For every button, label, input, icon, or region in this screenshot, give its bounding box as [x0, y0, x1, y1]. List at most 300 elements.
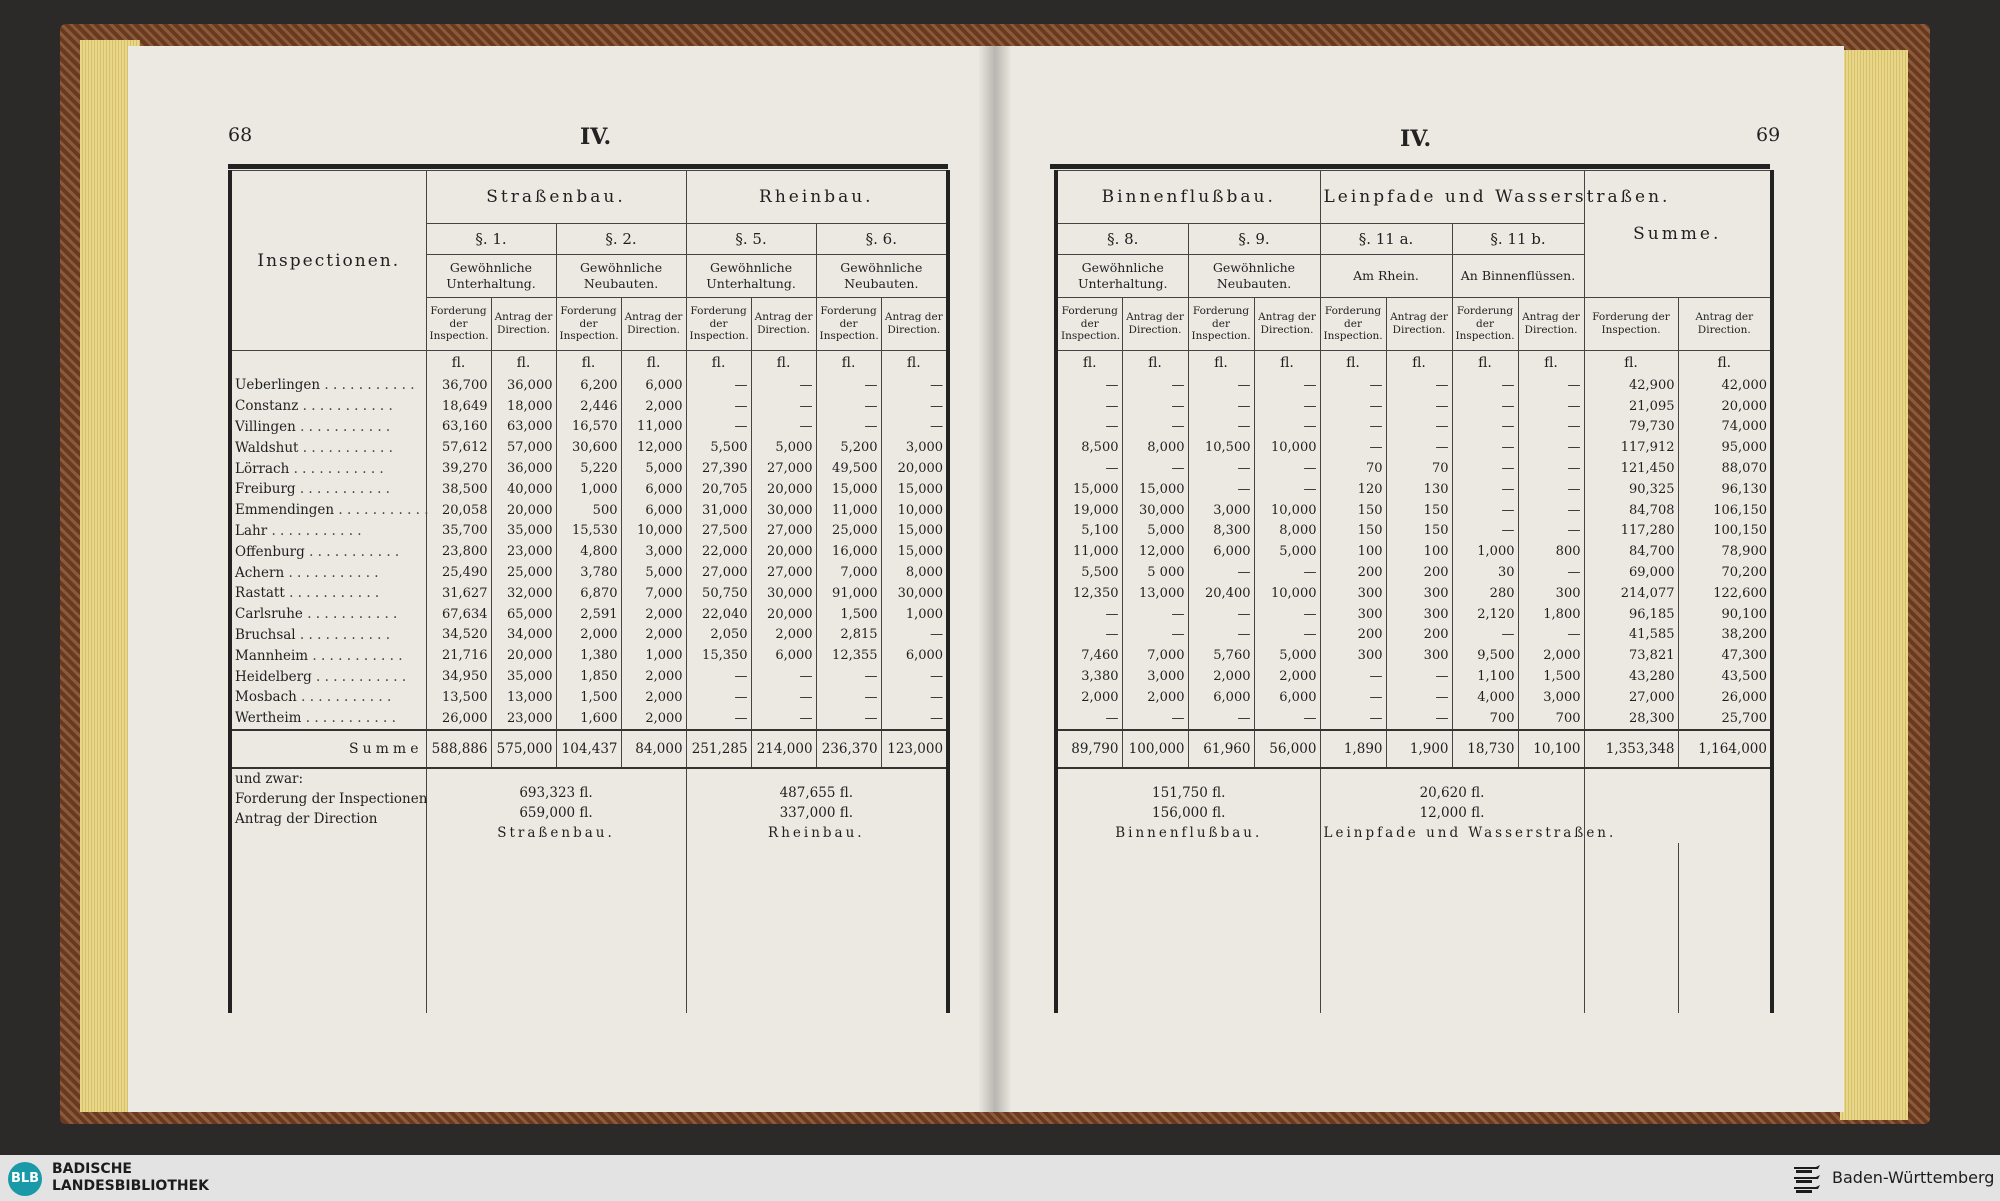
group-total-name: Binnenflußbau.: [1115, 824, 1263, 841]
value-cell: —: [881, 396, 948, 417]
value-cell: —: [1518, 625, 1584, 646]
table-row: [230, 625, 948, 646]
value-cell: 30,000: [1122, 500, 1188, 521]
unit-cell: fl.: [816, 351, 881, 376]
unit-cell: fl.: [491, 351, 556, 376]
value-cell: 5,220: [556, 458, 621, 479]
value-cell: 300: [1386, 604, 1452, 625]
value-cell: —: [1518, 458, 1584, 479]
value-cell: 20,000: [881, 458, 948, 479]
value-cell: 3,000: [1122, 666, 1188, 687]
value-cell: —: [1056, 417, 1122, 438]
value-cell: 15,000: [881, 521, 948, 542]
inspection-name: Offenburg . . . . . . . . . . .: [230, 541, 426, 562]
paragraph-header: §. 11 a.: [1320, 224, 1452, 255]
spacer-cell: [1584, 843, 1678, 1013]
value-cell: 117,280: [1584, 521, 1678, 542]
sub-header-antrag: Antrag der Direction.: [881, 298, 948, 351]
table-row: [230, 604, 948, 625]
leader-dots: . . . . . . . . . . .: [301, 710, 396, 727]
value-cell: 10,000: [621, 521, 686, 542]
value-cell: —: [1056, 375, 1122, 396]
value-cell: 5,200: [816, 437, 881, 458]
table-row: [230, 562, 948, 583]
value-cell: 300: [1386, 583, 1452, 604]
value-cell: —: [751, 417, 816, 438]
leader-dots: . . . . . . . . . . .: [298, 439, 393, 456]
value-cell: 10,000: [881, 500, 948, 521]
value-cell: 6,000: [1188, 687, 1254, 708]
value-cell: 2,120: [1452, 604, 1518, 625]
value-cell: 6,870: [556, 583, 621, 604]
value-cell: 15,000: [1122, 479, 1188, 500]
value-cell: 25,000: [816, 521, 881, 542]
value-cell: 7,000: [621, 583, 686, 604]
leader-dots: . . . . . . . . . . .: [289, 460, 384, 477]
value-cell: 42,000: [1678, 375, 1772, 396]
description-header: Gewöhnliche Unterhaltung.: [426, 255, 556, 298]
unit-cell: fl.: [1584, 351, 1678, 376]
value-cell: 15,000: [881, 541, 948, 562]
group-total-antrag: 659,000 fl.: [519, 804, 593, 821]
value-cell: 106,150: [1678, 500, 1772, 521]
table-row: [230, 437, 948, 458]
leader-dots: . . . . . . . . . . .: [308, 647, 403, 664]
value-cell: —: [751, 708, 816, 730]
value-cell: 2,000: [1518, 645, 1584, 666]
value-cell: 67,634: [426, 604, 491, 625]
value-cell: 38,200: [1678, 625, 1772, 646]
value-cell: 34,950: [426, 666, 491, 687]
value-cell: 70,200: [1678, 562, 1772, 583]
value-cell: —: [751, 687, 816, 708]
leader-dots: . . . . . . . . . . .: [295, 481, 390, 498]
value-cell: 150: [1386, 500, 1452, 521]
value-cell: —: [1452, 625, 1518, 646]
inspection-name: Constanz . . . . . . . . . . .: [230, 396, 426, 417]
sub-header-forderung: Forderung der Inspection.: [1056, 298, 1122, 351]
table-row: [1056, 396, 1772, 417]
group-total-forderung: 151,750 fl.: [1152, 784, 1226, 801]
value-cell: 41,585: [1584, 625, 1678, 646]
group-total-name: Leinpfade und Wasserstraßen.: [1323, 824, 1617, 841]
inspection-name: Rastatt . . . . . . . . . . .: [230, 583, 426, 604]
value-cell: 35,700: [426, 521, 491, 542]
value-cell: 300: [1320, 583, 1386, 604]
bw-label[interactable]: Baden-Württemberg: [1832, 1168, 1995, 1187]
table-row: [1056, 437, 1772, 458]
value-cell: —: [1254, 562, 1320, 583]
blb-line-1: BADISCHE: [52, 1161, 132, 1177]
value-cell: —: [881, 708, 948, 730]
unit-cell: fl.: [1188, 351, 1254, 376]
value-cell: 100,150: [1678, 521, 1772, 542]
value-cell: 300: [1518, 583, 1584, 604]
value-cell: 70: [1320, 458, 1386, 479]
table-row: [1056, 479, 1772, 500]
table-row: [1056, 541, 1772, 562]
table-row: [1056, 604, 1772, 625]
sub-header-forderung: Forderung der Inspection.: [1452, 298, 1518, 351]
value-cell: 16,000: [816, 541, 881, 562]
spacer-cell: [1320, 843, 1584, 1013]
unit-cell: fl.: [1254, 351, 1320, 376]
value-cell: 2,000: [1254, 666, 1320, 687]
totals-label: Antrag der Direction: [235, 810, 378, 827]
value-cell: 1,100: [1452, 666, 1518, 687]
value-cell: 150: [1386, 521, 1452, 542]
blb-line-2: LANDESBIBLIOTHEK: [52, 1178, 210, 1194]
value-cell: 1,600: [556, 708, 621, 730]
value-cell: 7,000: [816, 562, 881, 583]
value-cell: 117,912: [1584, 437, 1678, 458]
sub-header-antrag: Antrag der Direction.: [621, 298, 686, 351]
inspection-name: Villingen . . . . . . . . . . .: [230, 417, 426, 438]
sum-cell: 236,370: [816, 730, 881, 768]
value-cell: 20,000: [751, 604, 816, 625]
value-cell: 13,000: [1122, 583, 1188, 604]
value-cell: —: [686, 708, 751, 730]
footer-totals-row: [230, 768, 948, 843]
totals-label: und zwar:: [235, 770, 304, 787]
value-cell: 32,000: [491, 583, 556, 604]
group-total-antrag: 337,000 fl.: [779, 804, 854, 821]
value-cell: 13,000: [491, 687, 556, 708]
value-cell: —: [1188, 417, 1254, 438]
value-cell: 6,200: [556, 375, 621, 396]
leader-dots: . . . . . . . . . . .: [334, 502, 429, 519]
table-row: [230, 396, 948, 417]
value-cell: 57,000: [491, 437, 556, 458]
value-cell: —: [686, 375, 751, 396]
value-cell: 36,700: [426, 375, 491, 396]
value-cell: —: [1386, 666, 1452, 687]
value-cell: —: [1452, 396, 1518, 417]
value-cell: —: [1056, 458, 1122, 479]
inspection-name: Carlsruhe . . . . . . . . . . .: [230, 604, 426, 625]
description-header: Gewöhnliche Neubauten.: [816, 255, 948, 298]
value-cell: 70: [1386, 458, 1452, 479]
value-cell: 1,000: [881, 604, 948, 625]
value-cell: —: [1122, 375, 1188, 396]
table-row: [1056, 625, 1772, 646]
right-ledger-table: [1054, 170, 1774, 1013]
value-cell: —: [1188, 708, 1254, 730]
value-cell: 8,000: [1122, 437, 1188, 458]
value-cell: 74,000: [1678, 417, 1772, 438]
value-cell: 20,000: [1678, 396, 1772, 417]
inspection-name: Heidelberg . . . . . . . . . . .: [230, 666, 426, 687]
value-cell: 11,000: [1056, 541, 1122, 562]
group-total-forderung: 487,655 fl.: [779, 784, 854, 801]
value-cell: 11,000: [816, 500, 881, 521]
value-cell: 200: [1386, 625, 1452, 646]
left-table-rule: [228, 164, 948, 169]
value-cell: 2,000: [621, 625, 686, 646]
value-cell: 21,095: [1584, 396, 1678, 417]
value-cell: 2,000: [751, 625, 816, 646]
value-cell: 122,600: [1678, 583, 1772, 604]
value-cell: 90,325: [1584, 479, 1678, 500]
table-row: [230, 458, 948, 479]
sum-cell: 588,886: [426, 730, 491, 768]
value-cell: —: [1320, 375, 1386, 396]
value-cell: —: [686, 666, 751, 687]
sub-header-forderung: Forderung der Inspection.: [686, 298, 751, 351]
table-row: [1056, 458, 1772, 479]
value-cell: 121,450: [1584, 458, 1678, 479]
sub-header-antrag: Antrag der Direction.: [1254, 298, 1320, 351]
table-row: [230, 521, 948, 542]
unit-cell: fl.: [751, 351, 816, 376]
leader-dots: . . . . . . . . . . .: [284, 564, 379, 581]
value-cell: 96,185: [1584, 604, 1678, 625]
value-cell: 1,000: [621, 645, 686, 666]
group-total-forderung: 693,323 fl.: [519, 784, 593, 801]
value-cell: —: [1188, 625, 1254, 646]
value-cell: 15,530: [556, 521, 621, 542]
table-row: [230, 541, 948, 562]
table-row: [230, 479, 948, 500]
value-cell: —: [1254, 604, 1320, 625]
value-cell: 26,000: [426, 708, 491, 730]
value-cell: 47,300: [1678, 645, 1772, 666]
unit-cell: fl.: [426, 351, 491, 376]
value-cell: 36,000: [491, 375, 556, 396]
value-cell: 27,000: [751, 562, 816, 583]
value-cell: —: [1188, 604, 1254, 625]
table-row: [1056, 500, 1772, 521]
page-number-right: 69: [1756, 124, 1781, 146]
value-cell: 84,708: [1584, 500, 1678, 521]
value-cell: 95,000: [1678, 437, 1772, 458]
table-row: [1056, 417, 1772, 438]
value-cell: 23,800: [426, 541, 491, 562]
inspection-name: Ueberlingen . . . . . . . . . . .: [230, 375, 426, 396]
value-cell: 27,000: [686, 562, 751, 583]
value-cell: 65,000: [491, 604, 556, 625]
footer-spacer-row: [1056, 843, 1772, 1013]
paragraph-header: §. 5.: [686, 224, 816, 255]
value-cell: 2,000: [621, 687, 686, 708]
sum-cell: 56,000: [1254, 730, 1320, 768]
sub-header-antrag: Antrag der Direction.: [1386, 298, 1452, 351]
leader-dots: . . . . . . . . . . .: [296, 689, 392, 706]
sum-cell: 1,890: [1320, 730, 1386, 768]
group-totals: [1056, 768, 1320, 843]
value-cell: 3,000: [621, 541, 686, 562]
value-cell: 2,000: [621, 396, 686, 417]
value-cell: 30,000: [881, 583, 948, 604]
value-cell: 5,000: [1254, 645, 1320, 666]
left-ledger-table: [228, 170, 950, 1013]
unit-cell: fl.: [1122, 351, 1188, 376]
spacer-cell: [1056, 843, 1320, 1013]
value-cell: 5,000: [621, 458, 686, 479]
leader-dots: . . . . . . . . . . .: [304, 543, 400, 560]
value-cell: —: [686, 396, 751, 417]
value-cell: 20,705: [686, 479, 751, 500]
value-cell: 12,000: [621, 437, 686, 458]
value-cell: 1,800: [1518, 604, 1584, 625]
sum-cell: 100,000: [1122, 730, 1188, 768]
value-cell: 300: [1320, 645, 1386, 666]
sum-row: [230, 730, 948, 768]
value-cell: —: [1188, 458, 1254, 479]
value-cell: —: [751, 375, 816, 396]
value-cell: —: [1254, 479, 1320, 500]
paragraph-header: §. 6.: [816, 224, 948, 255]
value-cell: 1,850: [556, 666, 621, 687]
value-cell: 200: [1320, 562, 1386, 583]
value-cell: 8,500: [1056, 437, 1122, 458]
spacer-cell: [426, 843, 686, 1013]
value-cell: 22,040: [686, 604, 751, 625]
three-lions-icon[interactable]: [1792, 1163, 1822, 1195]
value-cell: 20,400: [1188, 583, 1254, 604]
leader-dots: . . . . . . . . . . .: [311, 668, 407, 685]
right-table-rule: [1050, 164, 1770, 169]
value-cell: 100: [1320, 541, 1386, 562]
value-cell: 4,000: [1452, 687, 1518, 708]
value-cell: 31,000: [686, 500, 751, 521]
page-title-right: IV.: [1400, 126, 1432, 152]
value-cell: 280: [1452, 583, 1518, 604]
sum-cell: 104,437: [556, 730, 621, 768]
value-cell: —: [1518, 437, 1584, 458]
value-cell: 2,000: [556, 625, 621, 646]
value-cell: 500: [556, 500, 621, 521]
table-row: [1056, 583, 1772, 604]
blb-logo-text[interactable]: [52, 1161, 209, 1195]
value-cell: 49,500: [816, 458, 881, 479]
value-cell: 800: [1518, 541, 1584, 562]
unit-cell: fl.: [1320, 351, 1386, 376]
value-cell: 27,500: [686, 521, 751, 542]
page-edge-right: [1840, 50, 1908, 1120]
value-cell: —: [881, 417, 948, 438]
value-cell: 100: [1386, 541, 1452, 562]
group-totals: [426, 768, 686, 843]
value-cell: 130: [1386, 479, 1452, 500]
value-cell: 8,000: [881, 562, 948, 583]
sum-cell: 251,285: [686, 730, 751, 768]
value-cell: 27,000: [1584, 687, 1678, 708]
value-cell: —: [1386, 417, 1452, 438]
value-cell: 30: [1452, 562, 1518, 583]
value-cell: —: [1122, 417, 1188, 438]
value-cell: 2,000: [1056, 687, 1122, 708]
value-cell: 5,100: [1056, 521, 1122, 542]
value-cell: —: [1056, 708, 1122, 730]
group-total-antrag: 12,000 fl.: [1419, 804, 1485, 821]
value-cell: 11,000: [621, 417, 686, 438]
value-cell: 20,000: [491, 645, 556, 666]
value-cell: 10,000: [1254, 500, 1320, 521]
value-cell: 36,000: [491, 458, 556, 479]
value-cell: 57,612: [426, 437, 491, 458]
group-total-antrag: 156,000 fl.: [1152, 804, 1226, 821]
value-cell: —: [1254, 417, 1320, 438]
value-cell: 700: [1452, 708, 1518, 730]
value-cell: —: [1386, 437, 1452, 458]
value-cell: 15,000: [1056, 479, 1122, 500]
sum-cell: 10,100: [1518, 730, 1584, 768]
paragraph-header: §. 8.: [1056, 224, 1188, 255]
sum-cell: 61,960: [1188, 730, 1254, 768]
sub-header-forderung: Forderung der Inspection.: [556, 298, 621, 351]
unit-cell: fl.: [881, 351, 948, 376]
value-cell: —: [1254, 458, 1320, 479]
table-row: [230, 666, 948, 687]
value-cell: 35,000: [491, 521, 556, 542]
value-cell: 39,270: [426, 458, 491, 479]
value-cell: 22,000: [686, 541, 751, 562]
page-title-left: IV.: [580, 124, 612, 150]
value-cell: 1,380: [556, 645, 621, 666]
value-cell: 200: [1386, 562, 1452, 583]
value-cell: 6,000: [1188, 541, 1254, 562]
group-totals: [1320, 768, 1617, 843]
value-cell: 25,490: [426, 562, 491, 583]
table-row: [1056, 687, 1772, 708]
value-cell: —: [1254, 396, 1320, 417]
sum-cell: 89,790: [1056, 730, 1122, 768]
value-cell: 5,000: [1254, 541, 1320, 562]
table-row: [1056, 562, 1772, 583]
value-cell: 25,700: [1678, 708, 1772, 730]
value-cell: —: [1320, 417, 1386, 438]
unit-cell: fl.: [1386, 351, 1452, 376]
sum-cell: 214,000: [751, 730, 816, 768]
value-cell: —: [1452, 521, 1518, 542]
value-cell: 2,815: [816, 625, 881, 646]
value-cell: 15,000: [816, 479, 881, 500]
value-cell: 23,000: [491, 541, 556, 562]
blb-logo-icon[interactable]: BLB: [8, 1162, 42, 1196]
value-cell: 10,000: [1254, 583, 1320, 604]
value-cell: 1,000: [556, 479, 621, 500]
value-cell: 35,000: [491, 666, 556, 687]
paragraph-header: §. 2.: [556, 224, 686, 255]
value-cell: 18,649: [426, 396, 491, 417]
value-cell: 63,000: [491, 417, 556, 438]
value-cell: 63,160: [426, 417, 491, 438]
value-cell: —: [1254, 625, 1320, 646]
value-cell: 13,500: [426, 687, 491, 708]
paragraph-header: §. 9.: [1188, 224, 1320, 255]
sub-header-antrag: Antrag der Direction.: [491, 298, 556, 351]
value-cell: —: [1056, 604, 1122, 625]
value-cell: 69,000: [1584, 562, 1678, 583]
value-cell: 12,350: [1056, 583, 1122, 604]
value-cell: 12,355: [816, 645, 881, 666]
value-cell: 5,500: [1056, 562, 1122, 583]
table-row: [1056, 666, 1772, 687]
unit-cell: fl.: [556, 351, 621, 376]
value-cell: —: [1056, 625, 1122, 646]
value-cell: —: [1386, 708, 1452, 730]
value-cell: 5,500: [686, 437, 751, 458]
leader-dots: . . . . . . . . . . .: [295, 418, 391, 435]
leader-dots: . . . . . . . . . . .: [320, 377, 415, 394]
inspection-name: Wertheim . . . . . . . . . . .: [230, 708, 426, 730]
value-cell: —: [751, 396, 816, 417]
leader-dots: . . . . . . . . . . .: [284, 585, 380, 602]
table-row: [230, 645, 948, 666]
value-cell: 6,000: [751, 645, 816, 666]
value-cell: 10,500: [1188, 437, 1254, 458]
